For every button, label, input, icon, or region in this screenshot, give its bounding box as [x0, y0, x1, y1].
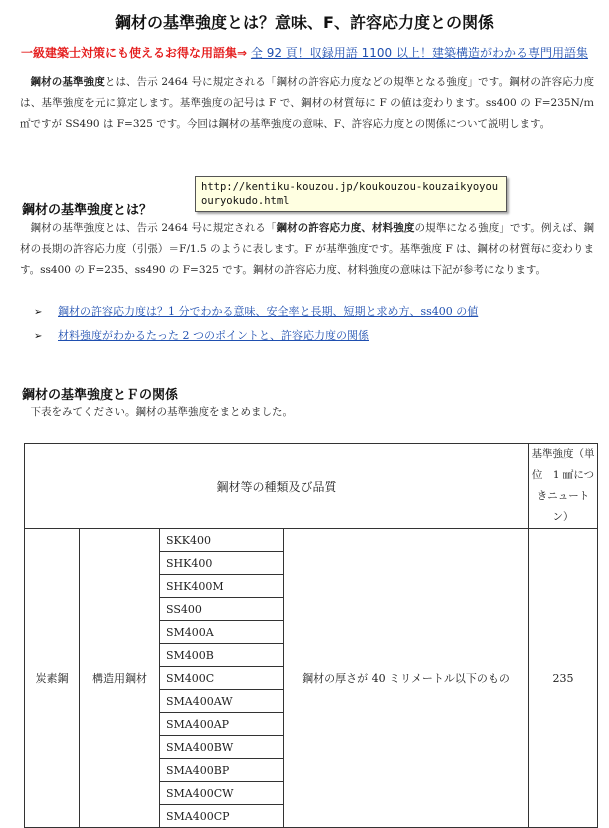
- section-heading-definition: 鋼材の基準強度とは？: [22, 203, 153, 218]
- table-header-unit: 基準強度（単位 1 ㎟につきニュートン）: [529, 444, 598, 529]
- intro-bold-term: 鋼材の基準強度: [30, 76, 105, 88]
- list-item: [34, 300, 478, 324]
- table-intro-text: 下表をみてください。鋼材の基準強度をまとめました。: [30, 406, 293, 418]
- table-row-grade: SM400B: [160, 644, 284, 667]
- intro-paragraph: [20, 72, 594, 135]
- glossary-link[interactable]: 全 92 頁！収録用語 1100 以上！建築構造がわかる専門用語集: [250, 46, 588, 60]
- promo-bar: [0, 44, 609, 61]
- category-carbon-steel: 炭素鋼: [25, 529, 80, 828]
- allowable-stress-link[interactable]: 鋼材の許容応力度は？1 分でわかる意味、安全率と長期、短期と求め方、ss400 の値: [58, 305, 479, 318]
- section-heading-f-relation: 鋼材の基準強度とＦの関係: [22, 388, 179, 403]
- arrow-bullet-icon: ➢: [34, 307, 43, 318]
- table-row-grade: SHK400: [160, 552, 284, 575]
- table-row-grade: SM400A: [160, 621, 284, 644]
- material-strength-link[interactable]: 材料強度がわかるたった 2 つのポイントと、許容応力度の関係: [58, 329, 369, 342]
- definition-text-end: の規準になる強度」です。例えば、鋼材の長期の許容応力度（引張）＝F/1.5 のように表します。F が基準強度です。基準強度 F は、鋼材の材質毎に変わります。ss400 の F=235、ss490 の F=325 です。鋼材の許容応力度、材料強度の意味は下記が参考になります。: [20, 222, 594, 276]
- list-item: [34, 324, 478, 348]
- table-row-grade: SMA400BW: [160, 736, 284, 759]
- promo-text: 一級建築士対策にも使えるお得な用語集⇒: [21, 46, 248, 60]
- table-row-grade: SMA400AW: [160, 690, 284, 713]
- table-row-grade: SMA400BP: [160, 759, 284, 782]
- table-row-grade: SMA400CW: [160, 782, 284, 805]
- strength-value: 235: [529, 529, 598, 828]
- definition-text-start: 鋼材の基準強度とは、告示 2464 号に規定される「: [30, 222, 277, 234]
- table-row-grade: SS400: [160, 598, 284, 621]
- definition-paragraph: [20, 218, 594, 281]
- reference-links: [34, 300, 478, 348]
- definition-bold-term: 鋼材の許容応力度、材料強度: [276, 222, 415, 234]
- page-title: 鋼材の基準強度とは？意味、F、許容応力度との関係: [115, 13, 494, 32]
- table-header-type: 鋼材等の種類及び品質: [25, 444, 529, 529]
- table-row-grade: SKK400: [160, 529, 284, 552]
- table-row-grade: SM400C: [160, 667, 284, 690]
- intro-text: とは、告示 2464 号に規定される「鋼材の許容応力度などの規準となる強度」です。鋼材の許容応力度は、基準強度を元に算定します。基準強度の記号は F で、鋼材の材質毎に F の値は変わります。ss400 の F=235N/ｍ ㎡ですが SS490 は F=325 です。今回は鋼材の基準強度の意味、F、許容応力度との関係について説明します。: [20, 76, 595, 130]
- table-row-grade: SMA400CP: [160, 805, 284, 828]
- table-row-grade: SMA400AP: [160, 713, 284, 736]
- arrow-bullet-icon: ➢: [34, 331, 43, 342]
- thickness-condition: 鋼材の厚さが 40 ミリメートル以下のもの: [284, 529, 529, 828]
- link-tooltip: http://kentiku-kouzou.jp/koukouzou-kouzaikyoyououryokudo.html: [195, 176, 507, 212]
- category-structural-steel: 構造用鋼材: [80, 529, 160, 828]
- table-row-grade: SHK400M: [160, 575, 284, 598]
- standard-strength-table: [24, 443, 598, 828]
